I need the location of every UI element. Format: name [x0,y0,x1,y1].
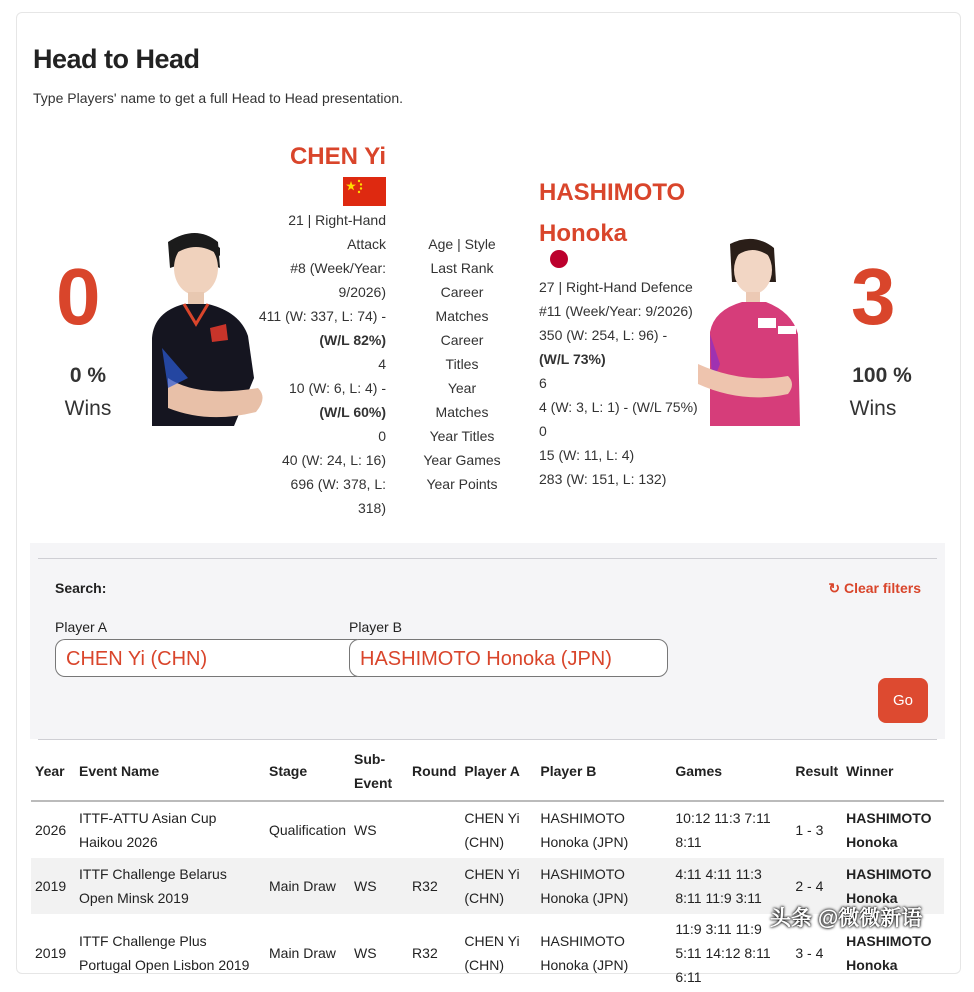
stat-line: 283 (W: 151, L: 132) [539,471,667,487]
clear-filters-button[interactable] [828,580,921,597]
stat-line: (W/L 73%) [539,351,606,367]
cell-event: ITTF Challenge Plus Portugal Open Lisbon 2019 [79,933,250,973]
cell-stage: Main Draw [269,945,336,961]
stat-label: Career [440,284,484,300]
player-a-name: CHEN Yi [289,143,386,170]
clear-filters-label: Clear filters [843,580,921,596]
stat-line: 4 [378,356,386,372]
table-header-row [31,742,944,801]
col-result[interactable]: Result [791,742,842,801]
cell-stage: Main Draw [265,858,350,914]
stat-labels [418,232,506,496]
cell-winner: HASHIMOTO Honoka [842,858,944,914]
divider [38,739,937,740]
cell-games: 10:12 11:3 7:11 8:11 [675,810,771,850]
cell-result: 2 - 4 [791,858,842,914]
stat-label: Career [440,332,484,348]
stat-line: #8 (Week/Year: [290,260,386,276]
stat-line: 0 [539,423,547,439]
player-a-photo [148,228,270,426]
player-b-wins-label: Wins [849,397,897,420]
col-year[interactable]: Year [31,742,75,801]
cell-event: ITTF Challenge Belarus Open Minsk 2019 [75,858,265,914]
stat-label: Year Games [423,452,501,468]
cell-games: 11:9 3:11 11:9 5:11 14:12 8:11 6:11 [675,921,771,985]
col-player-b[interactable]: Player B [536,742,671,801]
stat-label: Age | Style [428,236,496,252]
cell-year: 2019 [31,858,75,914]
cell-winner: HASHIMOTO Honoka [846,933,932,973]
stat-line: 40 (W: 24, L: 16) [281,452,386,468]
stat-line: 6 [539,375,547,391]
cell-round: R32 [412,945,438,961]
stat-label: Year [447,380,477,396]
col-event-name[interactable]: Event Name [75,742,265,801]
page-title: Head to Head [33,44,200,74]
stat-line: 9/2026) [338,284,386,300]
player-b-input[interactable]: HASHIMOTO Honoka (JPN) [349,639,668,677]
player-b-stats [539,275,709,491]
player-a-stats [256,208,386,520]
cell-round: R32 [408,858,460,914]
stat-label: Year Points [426,476,498,492]
stat-line: 27 | Right-Hand Defence [539,279,693,295]
china-flag-icon [343,177,386,206]
go-button[interactable]: Go [878,678,928,723]
stat-label: Titles [445,356,479,372]
col-winner[interactable]: Winner [842,742,944,801]
cell-result: 3 - 4 [795,945,824,961]
stat-line: (W/L 82%) [319,332,386,348]
page-subtitle: Type Players' name to get a full Head to Head presentation. [33,90,404,106]
stat-line: 0 [378,428,386,444]
cell-games: 4:11 4:11 11:3 8:11 11:9 3:11 [671,858,791,914]
watermark: 头条 @微微新语 [770,907,923,930]
cell-year: 2026 [35,822,67,838]
japan-flag-icon [550,250,568,268]
stat-label: Matches [435,308,489,324]
search-label: Search: [55,580,107,596]
player-a-win-pct: 0 % [69,364,107,387]
search-panel [30,543,945,739]
stat-label: Year Titles [429,428,495,444]
stat-line: 411 (W: 337, L: 74) - [258,308,386,324]
player-b-photo [692,234,804,426]
cell-player-b-link[interactable]: HASHIMOTO Honoka (JPN) [536,858,671,914]
player-b-name [539,172,685,254]
cell-year: 2019 [35,945,67,961]
player-b-win-pct: 100 % [852,364,912,387]
cell-player-a-link[interactable]: CHEN Yi (CHN) [464,933,520,973]
stat-line: #11 (Week/Year: 9/2026) [539,303,693,319]
stat-label: Matches [435,404,489,420]
col-stage[interactable]: Stage [265,742,350,801]
col-player-a[interactable]: Player A [460,742,536,801]
player-a-field-label: Player A [55,619,108,635]
player-b-name-line2: Honoka [539,220,628,247]
col-sub-event[interactable]: Sub- Event [350,742,408,801]
cell-stage: Qualification [269,822,347,838]
cell-sub-event: WS [354,945,377,961]
stat-line: 318) [357,500,386,516]
cell-sub-event: WS [350,858,408,914]
cell-result: 1 - 3 [795,822,824,838]
cell-player-b-link[interactable]: HASHIMOTO Honoka (JPN) [540,933,629,973]
stat-line: 21 | Right-Hand [288,212,386,228]
col-games[interactable]: Games [671,742,791,801]
stat-line: 4 (W: 3, L: 1) - (W/L 75%) [539,399,698,415]
stat-line: 350 (W: 254, L: 96) - [539,327,668,343]
cell-event: ITTF-ATTU Asian Cup Haikou 2026 [79,810,217,850]
cell-sub-event: WS [354,822,377,838]
cell-round [408,801,460,858]
player-b-name-line1: HASHIMOTO [539,179,686,206]
stat-line: 696 (W: 378, L: [290,476,386,492]
stat-line: 10 (W: 6, L: 4) - [289,380,386,396]
reset-icon: ↻ [828,580,841,596]
stat-line: 15 (W: 11, L: 4) [539,447,635,463]
results-table [31,742,944,992]
player-b-field-label: Player B [349,619,402,635]
cell-player-a-link[interactable]: CHEN Yi (CHN) [460,858,536,914]
cell-player-a-link[interactable]: CHEN Yi (CHN) [464,810,520,850]
stat-label: Last Rank [430,260,494,276]
cell-player-b-link[interactable]: HASHIMOTO Honoka (JPN) [540,810,629,850]
divider [38,558,937,559]
player-a-wins-label: Wins [64,397,112,420]
table-row[interactable] [31,801,944,858]
player-a-score: 0 [56,252,101,341]
player-b-score: 3 [851,252,896,341]
col-round[interactable]: Round [408,742,460,801]
stat-line: Attack [347,236,386,252]
stat-line: (W/L 60%) [319,404,386,420]
player-a-input[interactable]: CHEN Yi (CHN) [55,639,357,677]
cell-winner: HASHIMOTO Honoka [846,810,932,850]
